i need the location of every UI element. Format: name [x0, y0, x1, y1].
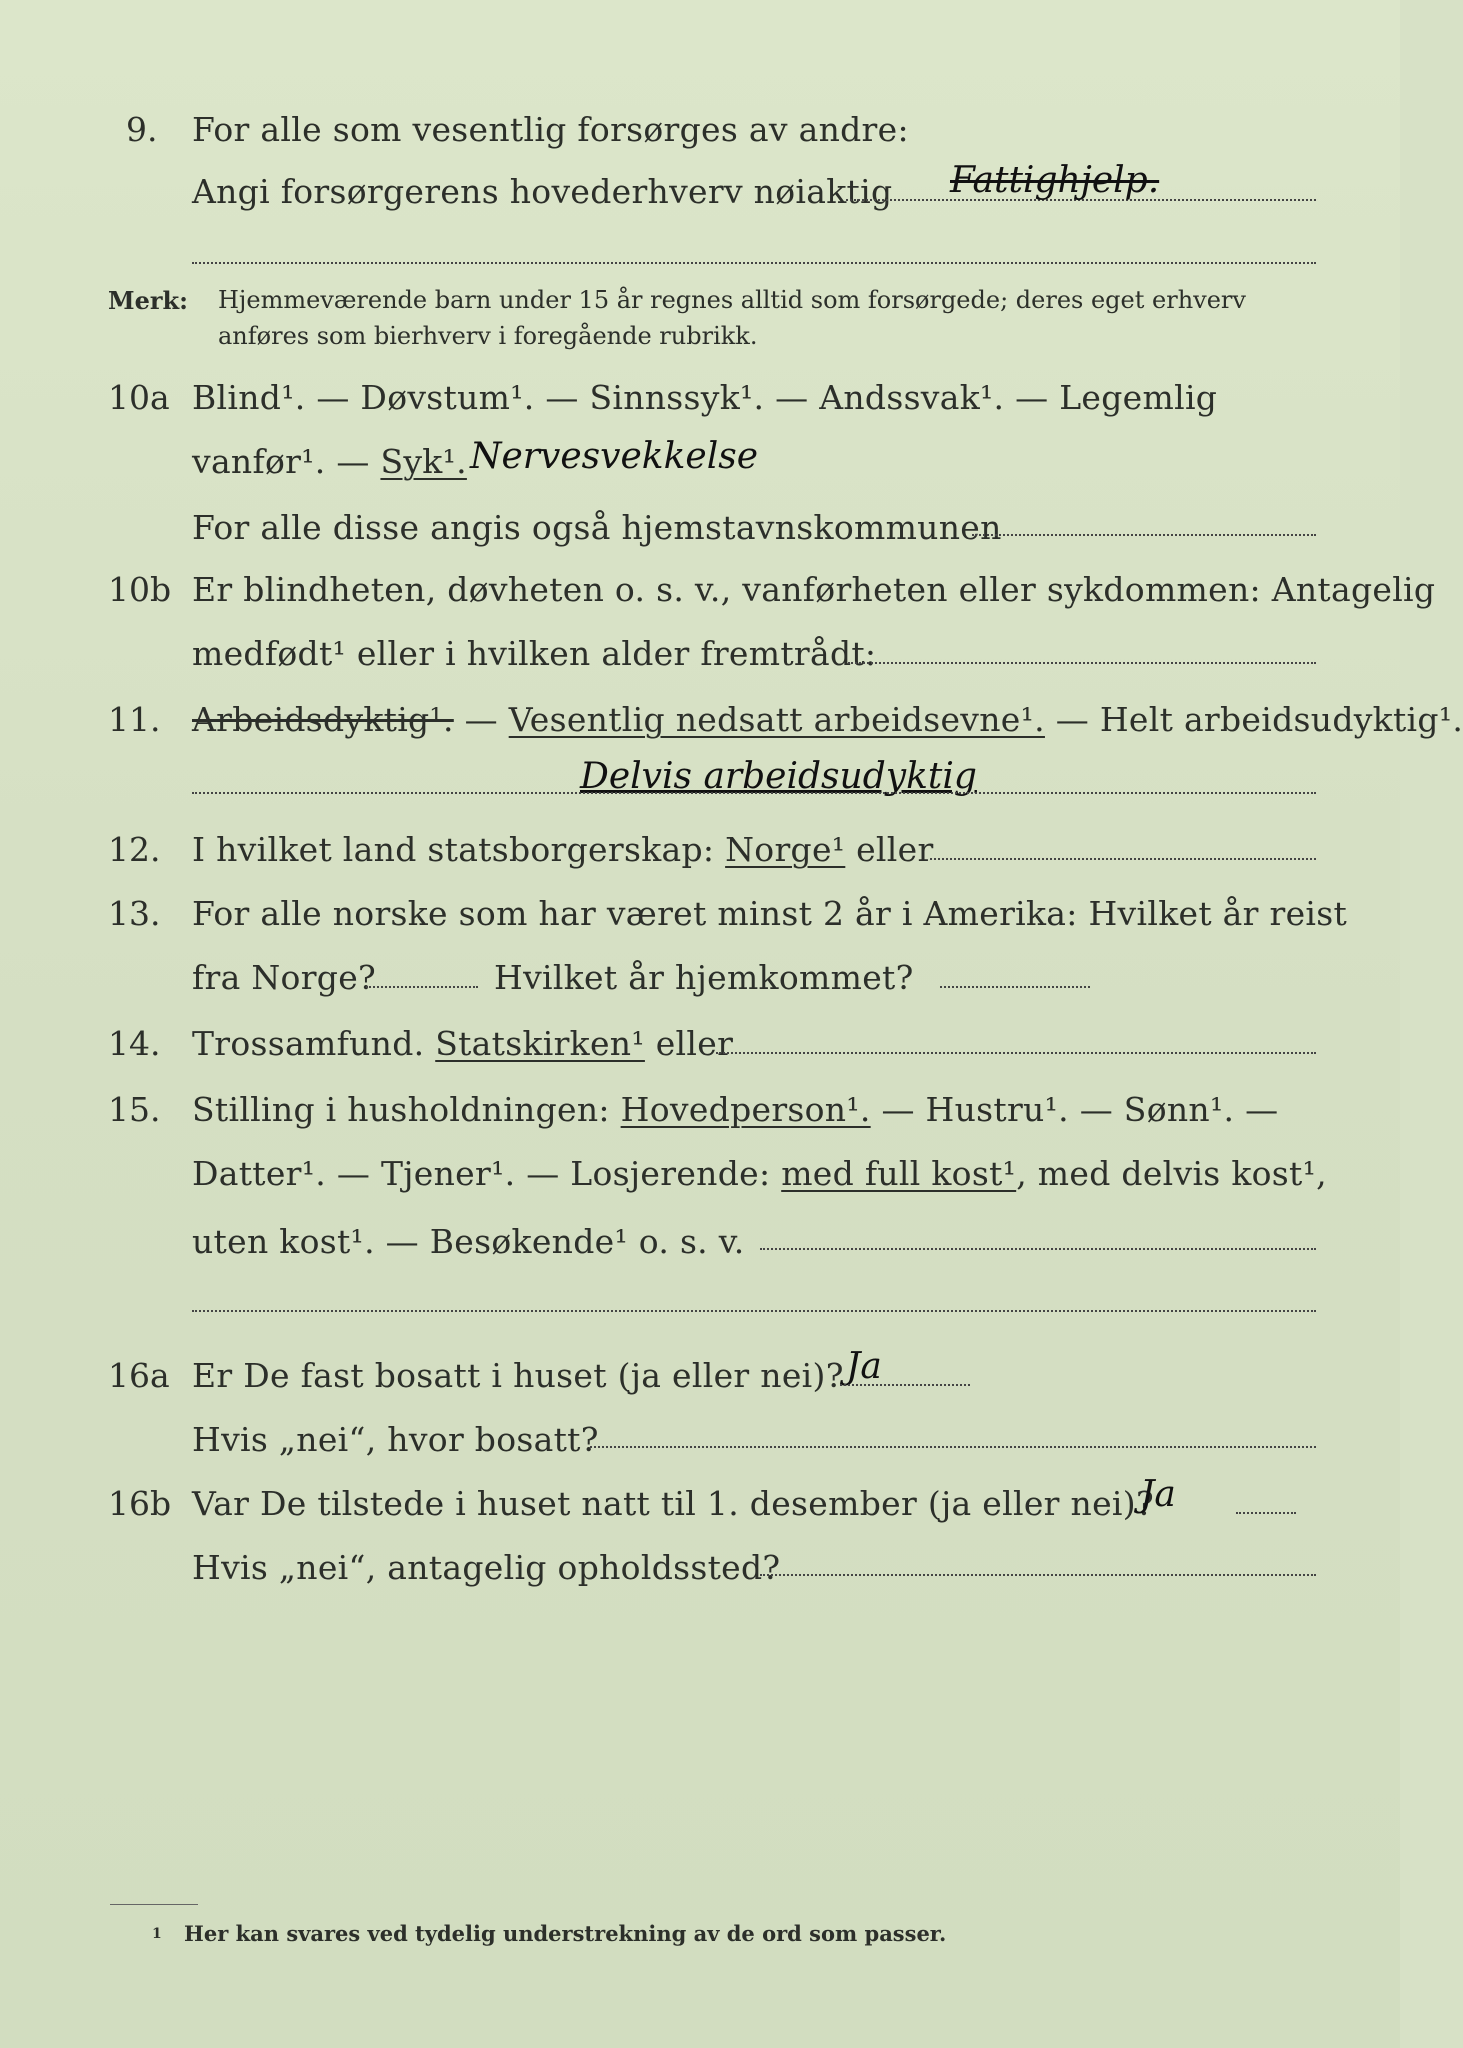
- q16a-answer-line: [840, 1384, 970, 1386]
- merk-line2: anføres som bierhverv i foregående rubrikk.: [218, 322, 758, 350]
- q10a-line3: For alle disse angis også hjemstavnskommunen: [192, 508, 1002, 547]
- footnote-rule: [110, 1904, 198, 1905]
- footnote-mark: 1: [152, 1926, 162, 1942]
- q15-hovedperson-underlined: Hovedperson¹.: [620, 1090, 871, 1129]
- q10a-line1: Blind¹. — Døvstum¹. — Sinnssyk¹. — Andssvak¹. — Legemlig: [192, 378, 1218, 417]
- q11-answer-line: [192, 792, 1316, 794]
- q15-line3: uten kost¹. — Besøkende¹ o. s. v.: [192, 1222, 745, 1261]
- q10b-number: 10b: [108, 570, 172, 609]
- q16b-opholdssted-line: [760, 1574, 1316, 1576]
- q13-hjemkommet-line: [940, 986, 1090, 988]
- q15-answer-line: [760, 1248, 1316, 1250]
- q15-number: 15.: [108, 1090, 161, 1129]
- q16a-bosatt-line: [590, 1446, 1316, 1448]
- q9-line2: Angi forsørgerens hovederhverv nøiaktig: [192, 172, 893, 211]
- q15-line1: [192, 1090, 1278, 1129]
- q14-pre: Trossamfund.: [192, 1024, 436, 1063]
- footnote-text: Her kan svares ved tydelig understrekning av de ord som passer.: [184, 1921, 947, 1946]
- q11-number: 11.: [108, 700, 161, 739]
- q15-line1-post: — Hustru¹. — Sønn¹. —: [870, 1090, 1279, 1129]
- q10a-answer-handwriting: Nervesvekkelse: [470, 436, 758, 477]
- q14-line: [192, 1024, 733, 1063]
- q9-number: 9.: [126, 110, 158, 149]
- merk-label: Merk:: [108, 286, 188, 315]
- q15-line2-pre: Datter¹. — Tjener¹. — Losjerende:: [192, 1154, 782, 1193]
- q15-line2: [192, 1154, 1327, 1193]
- q10b-answer-line: [848, 662, 1316, 664]
- q14-post: eller: [644, 1024, 734, 1063]
- q16a-answer-handwriting: Ja: [846, 1346, 882, 1387]
- q15-line2-post: , med delvis kost¹,: [1016, 1154, 1327, 1193]
- q11-vesentlig-underlined: Vesentlig nedsatt arbeidsevne¹.: [508, 700, 1045, 739]
- q10a-syk-underlined: Syk¹.: [380, 442, 467, 481]
- q10b-line2: medfødt¹ eller i hvilken alder fremtrådt:: [192, 634, 877, 673]
- q10a-number: 10a: [108, 378, 170, 417]
- q12-norge-underlined: Norge¹: [725, 830, 846, 869]
- q13-number: 13.: [108, 894, 161, 933]
- q11-rest: — Helt arbeidsudyktig¹.: [1044, 700, 1463, 739]
- q13-reist-line: [366, 986, 478, 988]
- q13-line2a: fra Norge?: [192, 958, 377, 997]
- q11-dash: —: [453, 700, 509, 739]
- q16b-line2: Hvis „nei“, antagelig opholdssted?: [192, 1548, 781, 1587]
- q12-post: eller: [845, 830, 934, 869]
- q9-answer-handwriting: Fattighjelp.: [950, 160, 1160, 201]
- q15-line1-pre: Stilling i husholdningen:: [192, 1090, 621, 1129]
- q12-number: 12.: [108, 830, 161, 869]
- q13-line1: For alle norske som har været minst 2 år i Amerika: Hvilket år reist: [192, 894, 1348, 933]
- q16b-answer-handwriting: Ja: [1140, 1474, 1176, 1515]
- q16a-line1: Er De fast bosatt i huset (ja eller nei)?: [192, 1356, 844, 1395]
- q16b-answer-line: [1236, 1512, 1296, 1514]
- q10a-line2-pre: vanfør¹. —: [192, 442, 381, 481]
- q11-answer-handwriting: Delvis arbeidsudyktig: [580, 756, 977, 797]
- q14-number: 14.: [108, 1024, 161, 1063]
- q15-medfull-underlined: med full kost¹: [781, 1154, 1017, 1193]
- q9-line1: For alle som vesentlig forsørges av andre:: [192, 110, 909, 149]
- q11-line1: [192, 700, 1463, 739]
- q12-line: [192, 830, 934, 869]
- q10b-line1: Er blindheten, døvheten o. s. v., vanførheten eller sykdommen: Antagelig: [192, 570, 1436, 609]
- q13-line2b: Hvilket år hjemkommet?: [494, 958, 914, 997]
- q11-arbeidsdyktig-struck: Arbeidsdyktig¹.: [192, 700, 454, 739]
- q10a-hjemstavn-line: [972, 534, 1316, 536]
- q9-divider: [192, 262, 1316, 264]
- q12-pre: I hvilket land statsborgerskap:: [192, 830, 726, 869]
- q16b-number: 16b: [108, 1484, 172, 1523]
- q15-divider: [192, 1310, 1316, 1312]
- q10a-line2: [192, 442, 467, 481]
- merk-line1: Hjemmeværende barn under 15 år regnes alltid som forsørgede; deres eget erhverv: [218, 286, 1246, 314]
- q16b-line1: Var De tilstede i huset natt til 1. desember (ja eller nei)?: [192, 1484, 1154, 1523]
- q12-answer-line: [930, 858, 1316, 860]
- q14-statskirken-underlined: Statskirken¹: [435, 1024, 645, 1063]
- q16a-number: 16a: [108, 1356, 170, 1395]
- q16a-line2: Hvis „nei“, hvor bosatt?: [192, 1420, 599, 1459]
- q14-answer-line: [716, 1052, 1316, 1054]
